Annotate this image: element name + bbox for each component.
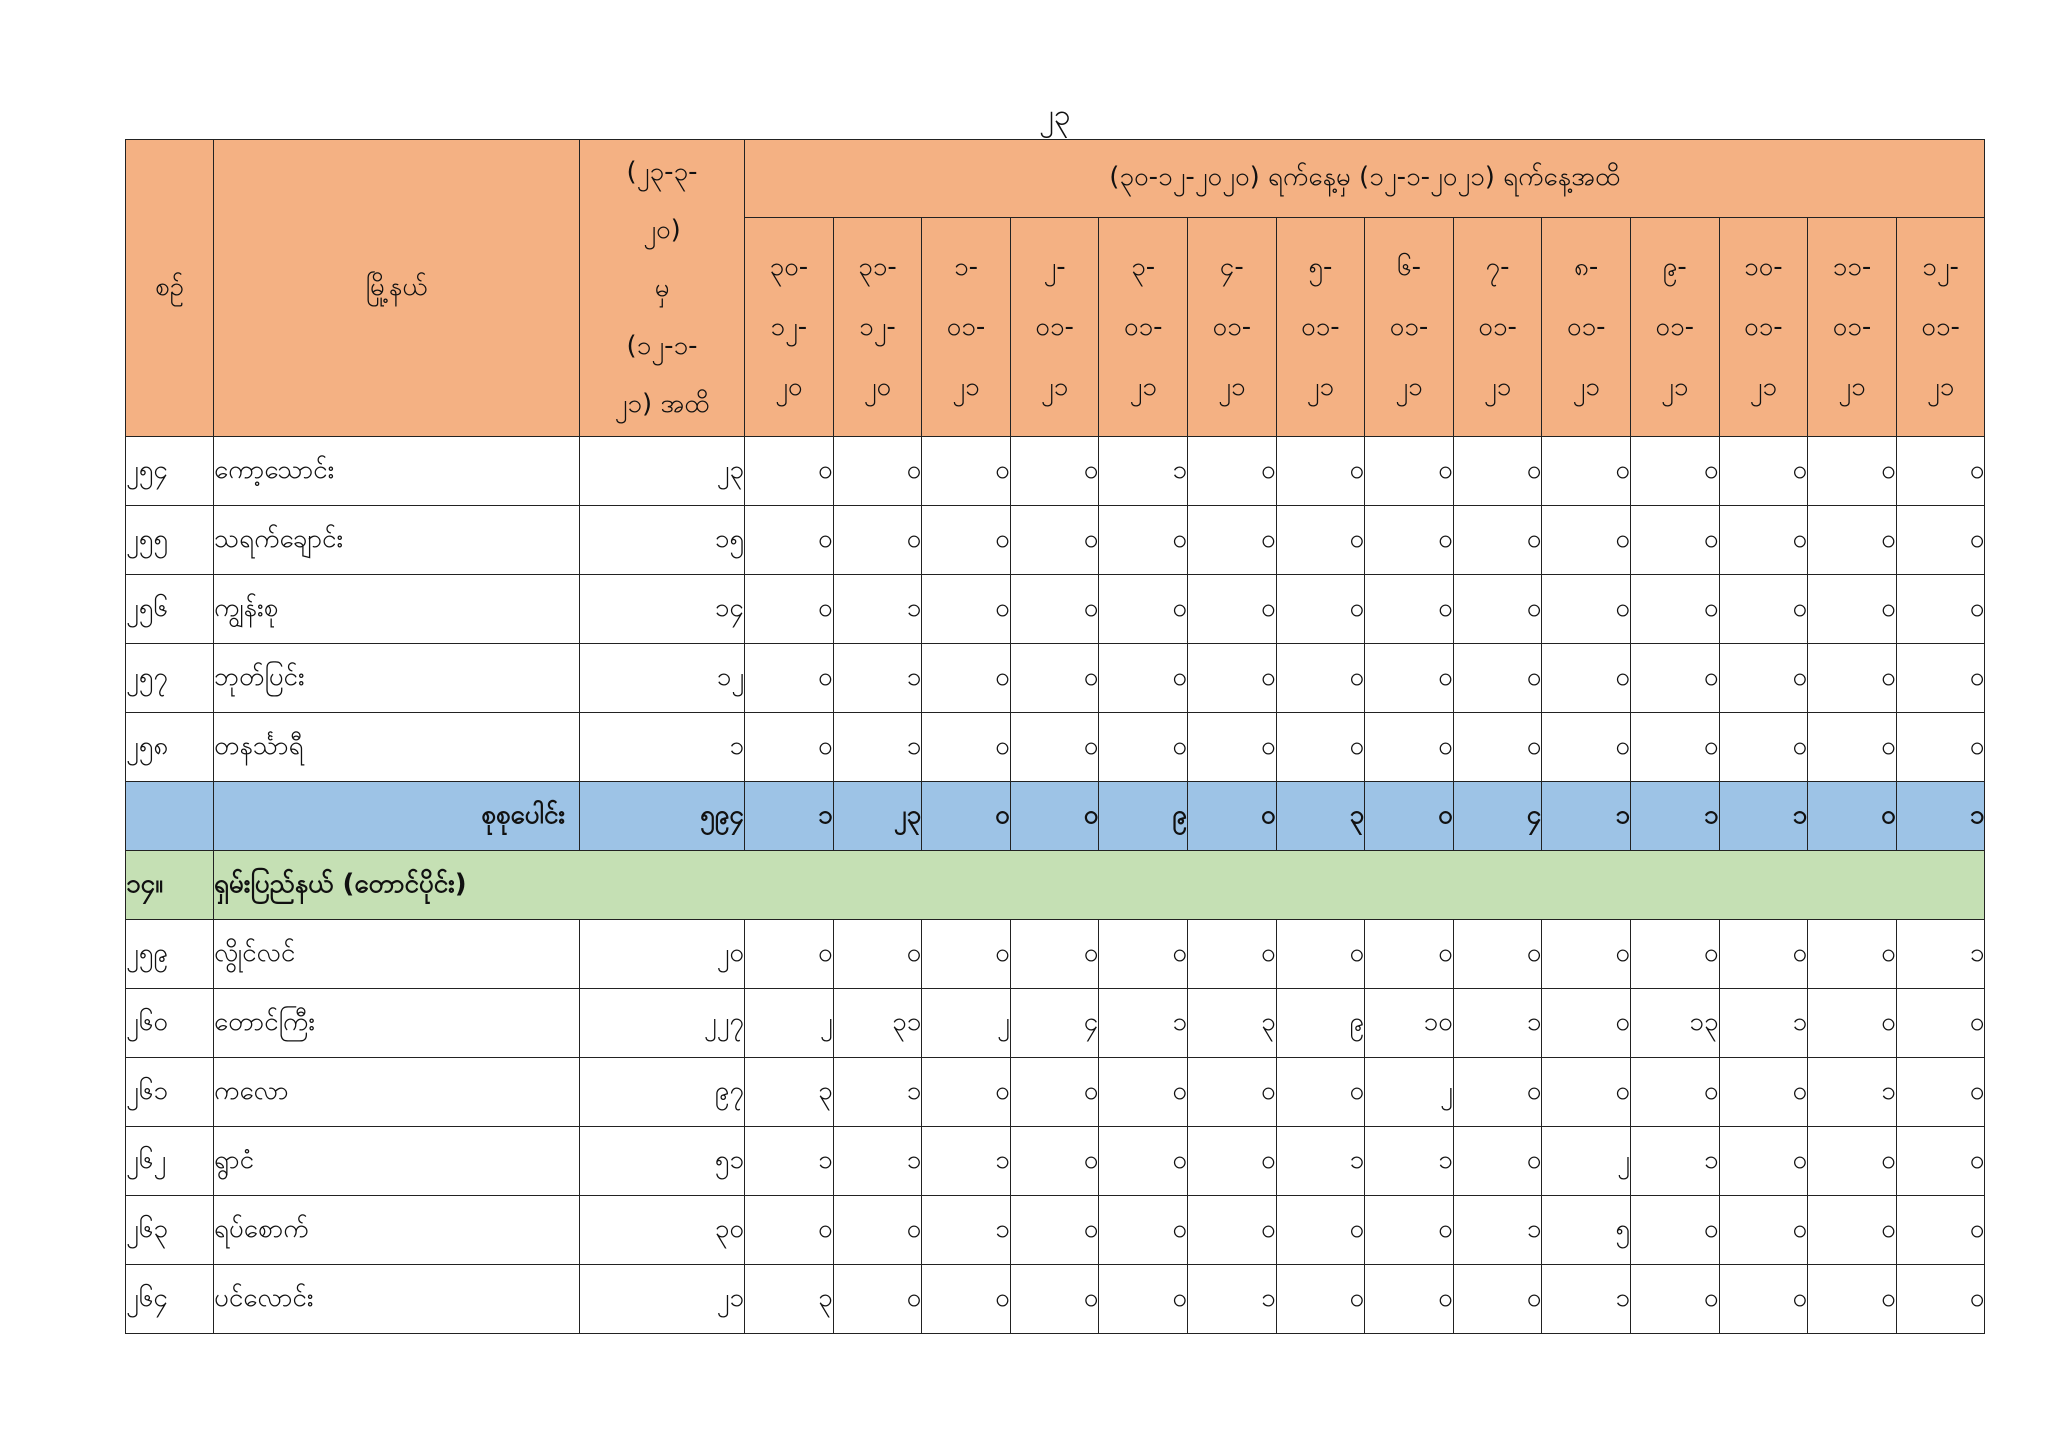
daily-count-cell: ၀ — [1808, 506, 1897, 575]
header-date — [1808, 218, 1897, 437]
header-date-range: (၃၀-၁၂-၂၀၂၀) ရက်နေ့မှ (၁၂-၁-၂၀၂၁) ရက်နေ့အထိ — [745, 140, 1985, 218]
daily-count-cell: ၀ — [1808, 437, 1897, 506]
daily-count-cell: ၀ — [1630, 1058, 1719, 1127]
daily-count-cell: ၀ — [1365, 575, 1454, 644]
header-date-part: ၃- — [1131, 252, 1156, 282]
header-date-part: ၂၁ — [1483, 372, 1512, 402]
daily-count-cell: ၀ — [1365, 713, 1454, 782]
serial-cell: ၂၆၂ — [126, 1127, 214, 1196]
page-number: ၂၃ — [1039, 98, 1071, 133]
daily-count-cell: ၀ — [1276, 1196, 1365, 1265]
table-row — [126, 989, 1985, 1058]
daily-count-cell: ၀ — [1010, 1196, 1099, 1265]
daily-count-cell: ၀ — [1010, 1058, 1099, 1127]
daily-count-cell: ၀ — [833, 506, 922, 575]
daily-count-cell: ၀ — [1187, 1058, 1276, 1127]
header-date-part: ၅- — [1308, 252, 1333, 282]
daily-count-cell: ၄ — [1010, 989, 1099, 1058]
daily-count-cell: ၀ — [1010, 1265, 1099, 1334]
serial-cell — [126, 782, 214, 851]
daily-count-cell: ၀ — [1896, 1058, 1985, 1127]
header-date-part: ၂၁ — [1306, 372, 1335, 402]
header-date-part: ၂၁ — [1749, 372, 1778, 402]
daily-count-cell: ၀ — [1276, 644, 1365, 713]
header-date — [1453, 218, 1542, 437]
daily-count-cell: ၀ — [1542, 713, 1631, 782]
daily-count-cell: ၀ — [1630, 506, 1719, 575]
header-date-part: ၆- — [1396, 252, 1421, 282]
daily-count-cell: ၁ — [833, 575, 922, 644]
township-cell: ကျွန်းစု — [214, 575, 580, 644]
serial-cell: ၂၅၄ — [126, 437, 214, 506]
daily-count-cell: ၀ — [1187, 437, 1276, 506]
daily-count-cell: ၀ — [1719, 1058, 1808, 1127]
daily-count-cell: ၀ — [1719, 437, 1808, 506]
daily-count-cell: ၂ — [745, 989, 834, 1058]
township-cell: ကလော — [214, 1058, 580, 1127]
header-date-part: ၂၁ — [1572, 372, 1600, 402]
daily-count-cell: ၂ — [1365, 1058, 1454, 1127]
daily-count-cell: ၁ — [1896, 920, 1985, 989]
cases-table — [125, 139, 1985, 1334]
header-date-part: ၂၁ — [952, 372, 980, 402]
daily-count-cell: ၀ — [1808, 920, 1897, 989]
daily-count-cell: ၀ — [1630, 713, 1719, 782]
daily-count-cell: ၁ — [1453, 1196, 1542, 1265]
header-date-part: ၁၀- — [1744, 252, 1783, 282]
daily-count-cell: ၀ — [745, 644, 834, 713]
daily-count-cell: ၁ — [1365, 1127, 1454, 1196]
header-date-part: ၀၁- — [1921, 312, 1960, 342]
daily-count-cell: ၀ — [1896, 575, 1985, 644]
table-row — [126, 1058, 1985, 1127]
serial-cell: ၂၅၉ — [126, 920, 214, 989]
header-period-line: (၁၂-၁- — [626, 331, 698, 361]
header-date-part: ၂၁ — [1218, 372, 1246, 402]
daily-count-cell: ၃ — [745, 1058, 834, 1127]
daily-count-cell: ၀ — [1365, 920, 1454, 989]
daily-count-cell: ၀ — [1896, 644, 1985, 713]
header-date-part: ၂၁ — [1838, 372, 1866, 402]
daily-count-cell: ၀ — [1896, 1196, 1985, 1265]
daily-count-cell: ၀ — [1010, 437, 1099, 506]
daily-count-cell: ၁ — [1808, 1058, 1897, 1127]
header-date-part: ၀၁- — [1566, 312, 1606, 342]
header-date — [1719, 218, 1808, 437]
daily-count-cell: ၃၁ — [833, 989, 922, 1058]
daily-count-cell: ၀ — [1719, 644, 1808, 713]
daily-count-cell: ၀ — [1099, 1058, 1188, 1127]
township-cell: ပင်လောင်း — [214, 1265, 580, 1334]
daily-count-cell: ၀ — [1187, 644, 1276, 713]
daily-count-cell: ၀ — [1099, 713, 1188, 782]
township-cell: တနင်္သာရီ — [214, 713, 580, 782]
daily-count-cell: ၀ — [1719, 713, 1808, 782]
daily-count-cell: ၀ — [1010, 1127, 1099, 1196]
daily-count-cell: ၀ — [1808, 782, 1897, 851]
daily-count-cell: ၀ — [1808, 989, 1897, 1058]
daily-count-cell: ၀ — [745, 713, 834, 782]
daily-count-cell: ၀ — [1630, 1196, 1719, 1265]
period-total-cell: ၉၇ — [580, 1058, 745, 1127]
section-title: ရှမ်းပြည်နယ် (တောင်ပိုင်း) — [214, 851, 1985, 920]
daily-count-cell: ၀ — [1276, 1058, 1365, 1127]
daily-count-cell: ၀ — [1719, 1127, 1808, 1196]
daily-count-cell: ၀ — [1453, 1058, 1542, 1127]
header-date — [1896, 218, 1985, 437]
daily-count-cell: ၂ — [1542, 1127, 1631, 1196]
header-date-part: ၂၁ — [1395, 372, 1423, 402]
header-date-part: ၉- — [1662, 252, 1687, 282]
daily-count-cell: ၀ — [1187, 1127, 1276, 1196]
table-header — [126, 140, 1985, 437]
header-date-part: ၀၁- — [1212, 312, 1252, 342]
daily-count-cell: ၀ — [1896, 1127, 1985, 1196]
daily-count-cell: ၀ — [1010, 575, 1099, 644]
daily-count-cell: ၀ — [1542, 437, 1631, 506]
daily-count-cell: ၁၃ — [1630, 989, 1719, 1058]
daily-count-cell: ၁ — [1719, 989, 1808, 1058]
daily-count-cell: ၁ — [1896, 782, 1985, 851]
header-date-part: ၀၁- — [1744, 312, 1783, 342]
daily-count-cell: ၀ — [1276, 713, 1365, 782]
daily-count-cell: ၁ — [1187, 1265, 1276, 1334]
daily-count-cell: ၉ — [1099, 782, 1188, 851]
daily-count-cell: ၀ — [1187, 1196, 1276, 1265]
table-row — [126, 644, 1985, 713]
daily-count-cell: ၀ — [1365, 782, 1454, 851]
township-cell: ဘုတ်ပြင်း — [214, 644, 580, 713]
period-total-cell: ၂၁ — [580, 1265, 745, 1334]
header-period-line: ၂၁) အထိ — [614, 389, 710, 419]
daily-count-cell: ၀ — [745, 1196, 834, 1265]
period-total-cell: ၅၉၄ — [580, 782, 745, 851]
daily-count-cell: ၀ — [1453, 1127, 1542, 1196]
header-date-part: ၀၁- — [1478, 312, 1517, 342]
period-total-cell: ၂၂၇ — [580, 989, 745, 1058]
header-date — [1630, 218, 1719, 437]
header-date-part: ၂၀ — [775, 372, 803, 402]
daily-count-cell: ၀ — [745, 575, 834, 644]
daily-count-cell: ၀ — [922, 506, 1011, 575]
daily-count-cell: ၀ — [922, 575, 1011, 644]
header-date — [1276, 218, 1365, 437]
daily-count-cell: ၁ — [1276, 1127, 1365, 1196]
header-date — [1010, 218, 1099, 437]
daily-count-cell: ၀ — [1276, 920, 1365, 989]
daily-count-cell: ၀ — [1896, 1265, 1985, 1334]
daily-count-cell: ၀ — [1542, 644, 1631, 713]
header-period-line: (၂၃-၃- — [626, 157, 698, 187]
daily-count-cell: ၀ — [1453, 920, 1542, 989]
daily-count-cell: ၀ — [1010, 782, 1099, 851]
daily-count-cell: ၀ — [1719, 1196, 1808, 1265]
header-date — [1099, 218, 1188, 437]
daily-count-cell: ၉ — [1276, 989, 1365, 1058]
serial-cell: ၂၅၇ — [126, 644, 214, 713]
period-total-cell: ၁၂ — [580, 644, 745, 713]
daily-count-cell: ၀ — [1365, 1265, 1454, 1334]
township-cell: ကော့သောင်း — [214, 437, 580, 506]
section-number: ၁၄။ — [126, 851, 214, 920]
daily-count-cell: ၁ — [1542, 782, 1631, 851]
daily-count-cell: ၄ — [1453, 782, 1542, 851]
daily-count-cell: ၁ — [1719, 782, 1808, 851]
daily-count-cell: ၀ — [1453, 575, 1542, 644]
period-total-cell: ၅၁ — [580, 1127, 745, 1196]
header-date-part: ၃၁- — [858, 252, 897, 282]
daily-count-cell: ၀ — [1365, 506, 1454, 575]
total-row — [126, 782, 1985, 851]
header-township: မြို့နယ် — [214, 140, 580, 437]
table-row — [126, 506, 1985, 575]
table-row — [126, 1127, 1985, 1196]
table-row — [126, 713, 1985, 782]
daily-count-cell: ၀ — [1187, 575, 1276, 644]
header-date-part: ၀၁- — [946, 312, 986, 342]
daily-count-cell: ၁ — [1630, 1127, 1719, 1196]
daily-count-cell: ၀ — [1630, 575, 1719, 644]
daily-count-cell: ၁ — [922, 1196, 1011, 1265]
daily-count-cell: ၁ — [1453, 989, 1542, 1058]
table-row — [126, 1265, 1985, 1334]
daily-count-cell: ၀ — [1808, 1127, 1897, 1196]
header-date-part: ၂၁ — [1661, 372, 1689, 402]
daily-count-cell: ၀ — [1365, 437, 1454, 506]
daily-count-cell: ၁၀ — [1365, 989, 1454, 1058]
serial-cell: ၂၆၃ — [126, 1196, 214, 1265]
daily-count-cell: ၀ — [1453, 1265, 1542, 1334]
daily-count-cell: ၁ — [745, 782, 834, 851]
daily-count-cell: ၀ — [922, 713, 1011, 782]
daily-count-cell: ၀ — [1010, 713, 1099, 782]
daily-count-cell: ၀ — [1099, 1265, 1188, 1334]
daily-count-cell: ၀ — [922, 782, 1011, 851]
daily-count-cell: ၀ — [1542, 920, 1631, 989]
daily-count-cell: ၀ — [833, 1196, 922, 1265]
daily-count-cell: ၀ — [922, 1265, 1011, 1334]
daily-count-cell: ၀ — [1187, 782, 1276, 851]
daily-count-cell: ၀ — [1010, 506, 1099, 575]
daily-count-cell: ၀ — [1542, 989, 1631, 1058]
daily-count-cell: ၀ — [1453, 437, 1542, 506]
daily-count-cell: ၀ — [1010, 644, 1099, 713]
daily-count-cell: ၁ — [833, 1127, 922, 1196]
serial-cell: ၂၆၁ — [126, 1058, 214, 1127]
header-date — [1187, 218, 1276, 437]
daily-count-cell: ၂ — [922, 989, 1011, 1058]
daily-count-cell: ၀ — [833, 1265, 922, 1334]
header-period-line: ၂၀) — [643, 215, 681, 245]
daily-count-cell: ၂၃ — [833, 782, 922, 851]
daily-count-cell: ၀ — [1630, 644, 1719, 713]
daily-count-cell: ၀ — [922, 920, 1011, 989]
daily-count-cell: ၀ — [1896, 989, 1985, 1058]
daily-count-cell: ၀ — [1453, 506, 1542, 575]
township-cell: တောင်ကြီး — [214, 989, 580, 1058]
header-date — [745, 218, 834, 437]
daily-count-cell: ၀ — [1187, 920, 1276, 989]
daily-count-cell: ၀ — [1099, 644, 1188, 713]
table-row — [126, 1196, 1985, 1265]
daily-count-cell: ၀ — [1453, 644, 1542, 713]
daily-count-cell: ၀ — [922, 437, 1011, 506]
serial-cell: ၂၆၄ — [126, 1265, 214, 1334]
daily-count-cell: ၀ — [1630, 920, 1719, 989]
header-date-part: ၂- — [1043, 252, 1066, 282]
period-total-cell: ၃၀ — [580, 1196, 745, 1265]
daily-count-cell: ၀ — [1099, 506, 1188, 575]
serial-cell: ၂၅၅ — [126, 506, 214, 575]
daily-count-cell: ၀ — [1542, 506, 1631, 575]
table-row — [126, 437, 1985, 506]
header-serial: စဉ် — [126, 140, 214, 437]
header-date-part: ၁- — [953, 252, 978, 282]
header-date-part: ၈- — [1574, 252, 1599, 282]
township-cell: ရပ်စောက် — [214, 1196, 580, 1265]
serial-cell: ၂၅၈ — [126, 713, 214, 782]
daily-count-cell: ၀ — [1365, 644, 1454, 713]
header-period — [580, 140, 745, 437]
period-total-cell: ၁ — [580, 713, 745, 782]
serial-cell: ၂၅၆ — [126, 575, 214, 644]
daily-count-cell: ၃ — [1187, 989, 1276, 1058]
township-cell: ရွာငံ — [214, 1127, 580, 1196]
daily-count-cell: ၀ — [1187, 506, 1276, 575]
daily-count-cell: ၀ — [1808, 644, 1897, 713]
daily-count-cell: ၀ — [1276, 1265, 1365, 1334]
daily-count-cell: ၀ — [922, 644, 1011, 713]
header-date — [1542, 218, 1631, 437]
daily-count-cell: ၅ — [1542, 1196, 1631, 1265]
period-total-cell: ၁၄ — [580, 575, 745, 644]
daily-count-cell: ၀ — [1719, 920, 1808, 989]
table-row — [126, 920, 1985, 989]
daily-count-cell: ၀ — [1099, 1196, 1188, 1265]
daily-count-cell: ၁ — [833, 1058, 922, 1127]
header-date-part: ၃၀- — [769, 252, 809, 282]
header-date-part: ၂၁ — [1926, 372, 1955, 402]
daily-count-cell: ၀ — [922, 1058, 1011, 1127]
daily-count-cell: ၀ — [1276, 437, 1365, 506]
daily-count-cell: ၁ — [1630, 782, 1719, 851]
daily-count-cell: ၀ — [1719, 1265, 1808, 1334]
daily-count-cell: ၁ — [833, 713, 922, 782]
daily-count-cell: ၁ — [745, 1127, 834, 1196]
header-date-part: ၁၁- — [1832, 252, 1872, 282]
daily-count-cell: ၁ — [1099, 437, 1188, 506]
header-period-line: မှ — [654, 273, 670, 303]
header-date-part: ၁၂- — [1922, 252, 1959, 282]
period-total-cell: ၂၃ — [580, 437, 745, 506]
daily-count-cell: ၀ — [1542, 1058, 1631, 1127]
header-date-part: ၂၁ — [1129, 372, 1157, 402]
header-date-part: ၀၁- — [1035, 312, 1074, 342]
daily-count-cell: ၀ — [1630, 437, 1719, 506]
total-label: စုစုပေါင်း — [214, 782, 580, 851]
daily-count-cell: ၀ — [1099, 1127, 1188, 1196]
header-date — [1365, 218, 1454, 437]
township-cell: လွိုင်လင် — [214, 920, 580, 989]
daily-count-cell: ၀ — [745, 506, 834, 575]
daily-count-cell: ၀ — [1896, 713, 1985, 782]
daily-count-cell: ၀ — [1187, 713, 1276, 782]
daily-count-cell: ၀ — [1630, 1265, 1719, 1334]
header-date-part: ၁၂- — [770, 312, 808, 342]
header-date-part: ၀၁- — [1655, 312, 1695, 342]
daily-count-cell: ၀ — [833, 437, 922, 506]
daily-count-cell: ၀ — [1808, 713, 1897, 782]
daily-count-cell: ၀ — [1276, 575, 1365, 644]
daily-count-cell: ၀ — [1365, 1196, 1454, 1265]
daily-count-cell: ၁ — [922, 1127, 1011, 1196]
daily-count-cell: ၁ — [1542, 1265, 1631, 1334]
daily-count-cell: ၀ — [1099, 920, 1188, 989]
header-date — [922, 218, 1011, 437]
daily-count-cell: ၀ — [1010, 920, 1099, 989]
daily-count-cell: ၀ — [1719, 506, 1808, 575]
header-date-part: ၀၁- — [1123, 312, 1163, 342]
header-date-part: ၂၁ — [1040, 372, 1069, 402]
daily-count-cell: ၀ — [1808, 575, 1897, 644]
table-body — [126, 437, 1985, 1334]
header-date-part: ၀၁- — [1389, 312, 1429, 342]
daily-count-cell: ၀ — [1276, 506, 1365, 575]
daily-count-cell: ၁ — [1099, 989, 1188, 1058]
daily-count-cell: ၀ — [1719, 575, 1808, 644]
daily-count-cell: ၃ — [1276, 782, 1365, 851]
daily-count-cell: ၃ — [745, 1265, 834, 1334]
header-date — [833, 218, 922, 437]
daily-count-cell: ၀ — [1896, 437, 1985, 506]
daily-count-cell: ၀ — [1453, 713, 1542, 782]
daily-count-cell: ၀ — [745, 920, 834, 989]
daily-count-cell: ၀ — [745, 437, 834, 506]
header-date-part: ၄- — [1219, 252, 1244, 282]
daily-count-cell: ၀ — [1542, 575, 1631, 644]
daily-count-cell: ၀ — [1896, 506, 1985, 575]
period-total-cell: ၁၅ — [580, 506, 745, 575]
header-date-part: ၁၂- — [859, 312, 896, 342]
township-cell: သရက်ချောင်း — [214, 506, 580, 575]
daily-count-cell: ၀ — [1808, 1196, 1897, 1265]
period-total-cell: ၂၀ — [580, 920, 745, 989]
table-row — [126, 575, 1985, 644]
daily-count-cell: ၀ — [1808, 1265, 1897, 1334]
header-date-part: ၂၀ — [863, 372, 892, 402]
serial-cell: ၂၆၀ — [126, 989, 214, 1058]
daily-count-cell: ၀ — [833, 920, 922, 989]
header-date-part: ၀၁- — [1301, 312, 1340, 342]
header-date-part: ၇- — [1485, 252, 1510, 282]
header-date-part: ၀၁- — [1832, 312, 1872, 342]
daily-count-cell: ၀ — [1099, 575, 1188, 644]
daily-count-cell: ၁ — [833, 644, 922, 713]
section-row — [126, 851, 1985, 920]
